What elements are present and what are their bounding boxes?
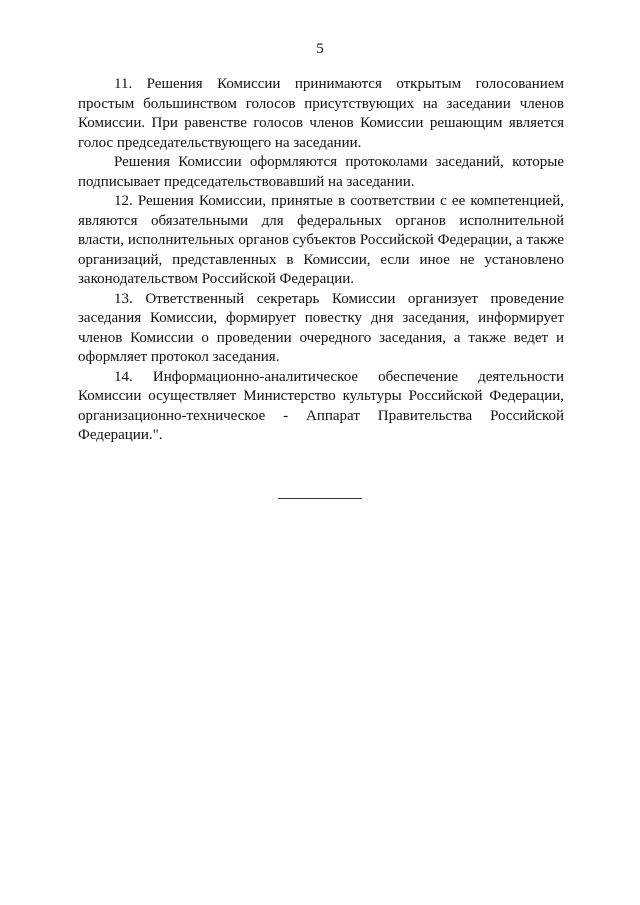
end-divider bbox=[278, 498, 362, 499]
paragraph-12: 12. Решения Комиссии, принятые в соответствии с ее компетенцией, являются обязательными для федеральных органов исполнительной власти, исполнительных органов субъектов Российской Федерации, а также организаций, представленных в Комиссии, если иное не установлено законодательством Российской Федерации. bbox=[78, 193, 564, 287]
page-number: 5 bbox=[316, 41, 324, 57]
paragraph-11: 11. Решения Комиссии принимаются открытым голосованием простым большинством голосов присутствующих на заседании членов Комиссии. При равенстве голосов членов Комиссии решающим является голос председательствующего на заседании. bbox=[78, 76, 564, 151]
paragraph-13: 13. Ответственный секретарь Комиссии организует проведение заседания Комиссии, формирует повестку дня заседания, информирует членов Комиссии о проведении очередного заседания, а также ведет и оформляет протокол заседания. bbox=[78, 290, 564, 365]
document-body bbox=[78, 75, 564, 446]
paragraph-14: 14. Информационно-аналитическое обеспечение деятельности Комиссии осуществляет Министерство культуры Российской Федерации, организационно-техническое - Аппарат Правительства Российской Федерации.". bbox=[78, 368, 564, 443]
paragraph-11-protocols: Решения Комиссии оформляются протоколами заседаний, которые подписывает председательствовавший на заседании. bbox=[78, 154, 564, 190]
